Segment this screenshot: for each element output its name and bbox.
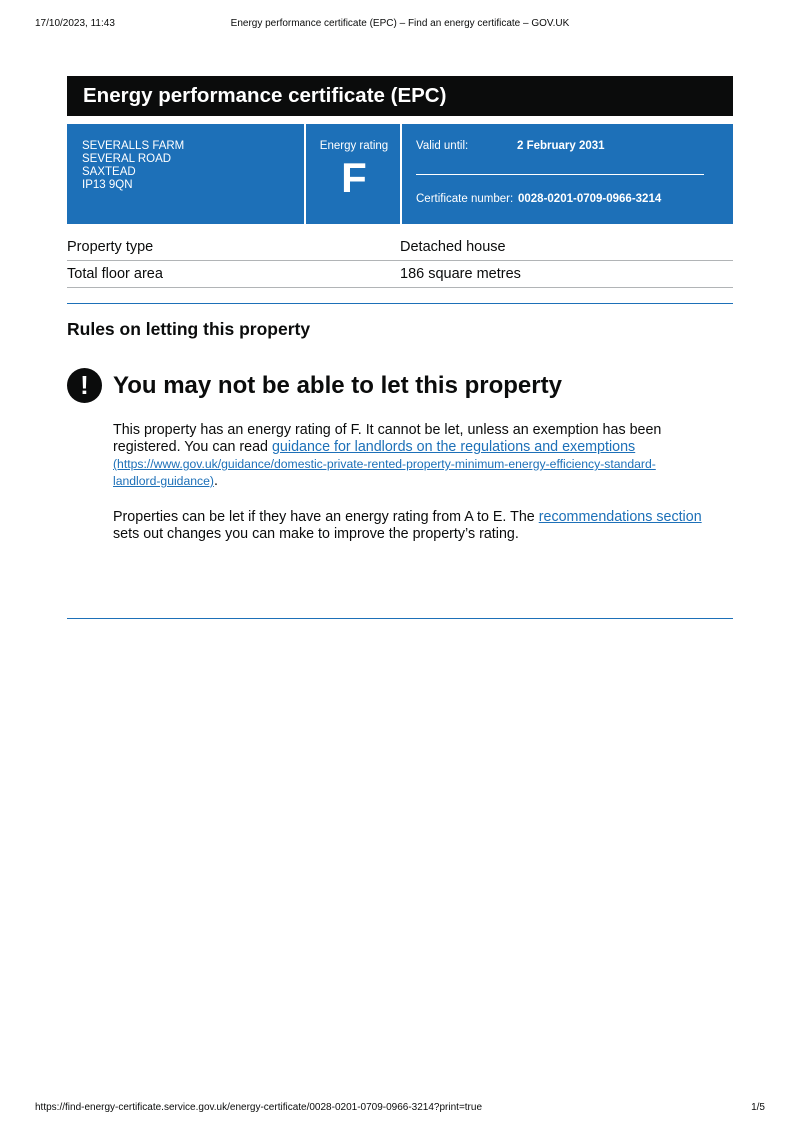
rating-advice-paragraph [113, 509, 723, 543]
property-row [67, 261, 733, 288]
landlord-guidance-url[interactable]: (https://www.gov.uk/guidance/domestic-private-rented-property-minimum-energy-efficiency-standard- [113, 457, 656, 471]
paragraph-text: Properties can be let if they have an energy rating from A to E. The [113, 509, 535, 525]
epc-banner [67, 76, 733, 116]
banner-title: Energy performance certificate (EPC) [83, 84, 447, 107]
warning-heading: You may not be able to let this property [113, 372, 562, 399]
property-summary-list [67, 234, 733, 288]
property-row-value: 186 square metres [400, 266, 521, 282]
letting-rules-paragraph [113, 422, 723, 490]
paragraph-text: . [213, 473, 218, 489]
print-footer [35, 1102, 765, 1116]
section-divider [67, 618, 733, 619]
certificate-summary-box [67, 124, 733, 224]
paragraph-text: This property has an energy rating of F. It cannot be let, unless an exemption has been registered. You can read [113, 422, 662, 455]
box-rule [416, 174, 704, 175]
print-page-title: Energy performance certificate (EPC) – Find an energy certificate – GOV.UK [230, 18, 570, 29]
page-number: 1/5 [751, 1102, 765, 1113]
address-line: SEVERALLS FARM [82, 140, 185, 152]
property-row [67, 234, 733, 261]
landlord-guidance-url[interactable]: landlord-guidance) [113, 474, 214, 488]
section-divider [67, 303, 733, 304]
print-url: https://find-energy-certificate.service.gov.uk/energy-certificate/0028-0201-0709-0966-3214?print=true [35, 1102, 483, 1113]
print-datetime: 17/10/2023, 11:43 [35, 18, 115, 29]
rules-heading: Rules on letting this property [67, 319, 311, 339]
energy-rating-label: Energy rating [319, 140, 389, 152]
property-row-value: Detached house [400, 239, 506, 255]
energy-rating-letter: F [341, 154, 367, 201]
valid-until-label: Valid until: [416, 140, 469, 152]
certificate-number-label: Certificate number: [416, 193, 514, 205]
energy-rating-panel [307, 124, 401, 224]
property-row-key: Property type [67, 239, 154, 255]
print-header [35, 18, 765, 32]
property-row-key: Total floor area [67, 266, 163, 282]
address-line: SEVERAL ROAD [82, 153, 172, 165]
address-line: IP13 9QN [82, 179, 133, 191]
certificate-number: 0028-0201-0709-0966-3214 [518, 193, 662, 205]
exclamation-icon: ! [67, 368, 102, 403]
property-address [82, 140, 184, 192]
landlord-guidance-link[interactable]: guidance for landlords on the regulations and exemptions [271, 439, 636, 455]
address-line: SAXTEAD [82, 166, 136, 178]
box-divider [304, 124, 306, 224]
valid-until-date: 2 February 2031 [517, 140, 605, 152]
paragraph-text: sets out changes you can make to improve the property’s rating. [113, 526, 519, 542]
recommendations-section-link[interactable]: recommendations section [538, 509, 702, 525]
box-divider [400, 124, 402, 224]
